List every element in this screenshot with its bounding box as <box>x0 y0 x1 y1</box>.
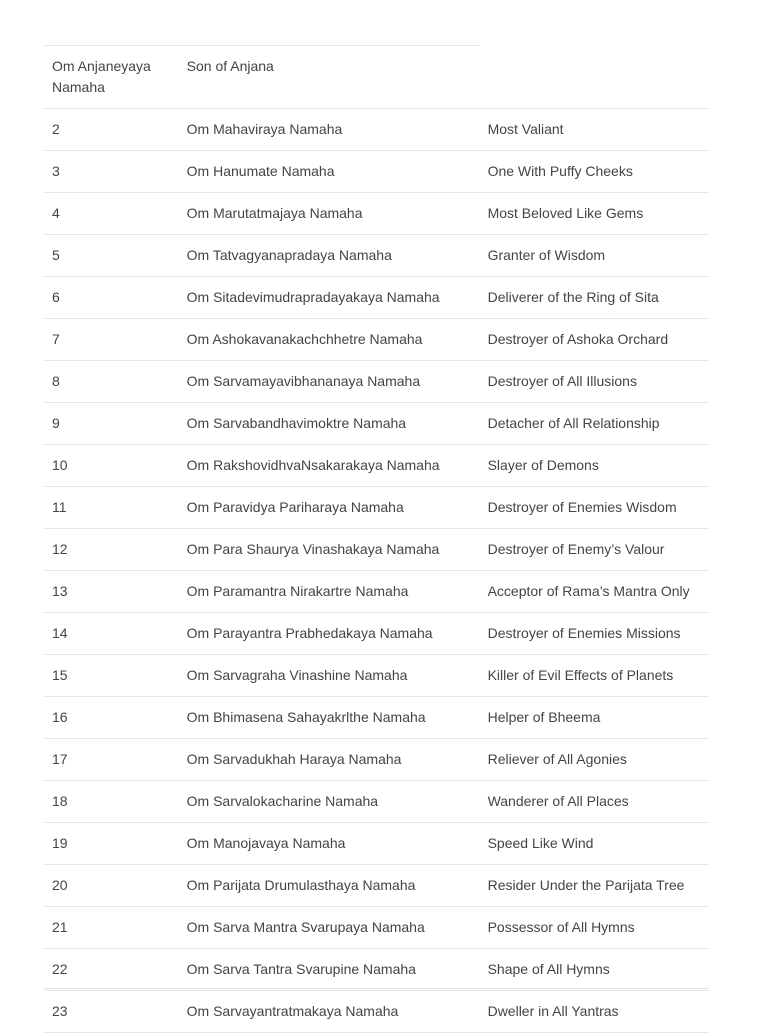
mantra-cell: Om Sarvagraha Vinashine Namaha <box>179 655 480 697</box>
table-row <box>44 613 709 655</box>
meaning-cell: Most Valiant <box>480 109 709 151</box>
mantra-cell: Om Sarvabandhavimoktre Namaha <box>179 403 480 445</box>
row-number-cell: 14 <box>44 613 179 655</box>
meaning-cell: Detacher of All Relationship <box>480 403 709 445</box>
table-row <box>44 949 709 991</box>
table-row <box>44 697 709 739</box>
table-row <box>44 235 709 277</box>
row-number-cell: 12 <box>44 529 179 571</box>
mantra-cell: Om Sarvayantratmakaya Namaha <box>179 991 480 1033</box>
row-number-cell: 17 <box>44 739 179 781</box>
names-table <box>44 45 709 1033</box>
row-number-cell: 11 <box>44 487 179 529</box>
meaning-cell: Destroyer of Enemies Missions <box>480 613 709 655</box>
table-row <box>44 487 709 529</box>
mantra-cell: Om Sitadevimudrapradayakaya Namaha <box>179 277 480 319</box>
mantra-cell: Om Para Shaurya Vinashakaya Namaha <box>179 529 480 571</box>
mantra-cell: Om Sarvadukhah Haraya Namaha <box>179 739 480 781</box>
table-row <box>44 46 709 109</box>
table-row <box>44 823 709 865</box>
meaning-cell: Granter of Wisdom <box>480 235 709 277</box>
table-row <box>44 361 709 403</box>
mantra-cell: Om Bhimasena Sahayakrlthe Namaha <box>179 697 480 739</box>
row-number-cell: 23 <box>44 991 179 1033</box>
meaning-cell: Acceptor of Rama’s Mantra Only <box>480 571 709 613</box>
mantra-cell: Om RakshovidhvaNsakarakaya Namaha <box>179 445 480 487</box>
table-bottom-divider <box>44 988 709 989</box>
table-row <box>44 865 709 907</box>
table-row <box>44 571 709 613</box>
row-number-cell: 5 <box>44 235 179 277</box>
meaning-cell: Helper of Bheema <box>480 697 709 739</box>
meaning-cell: Deliverer of the Ring of Sita <box>480 277 709 319</box>
row-number-cell: 2 <box>44 109 179 151</box>
table-row <box>44 445 709 487</box>
table-row <box>44 319 709 361</box>
table-row <box>44 739 709 781</box>
meaning-cell: Destroyer of Ashoka Orchard <box>480 319 709 361</box>
row-number-cell: 4 <box>44 193 179 235</box>
meaning-cell: Reliever of All Agonies <box>480 739 709 781</box>
meaning-cell: Dweller in All Yantras <box>480 991 709 1033</box>
meaning-cell: Slayer of Demons <box>480 445 709 487</box>
row-number-cell: Om Anjaneyaya Namaha <box>44 46 179 109</box>
mantra-cell: Om Paravidya Pariharaya Namaha <box>179 487 480 529</box>
row-number-cell: 8 <box>44 361 179 403</box>
mantra-cell: Om Ashokavanakachchhetre Namaha <box>179 319 480 361</box>
table-row <box>44 403 709 445</box>
mantra-cell: Om Hanumate Namaha <box>179 151 480 193</box>
meaning-cell: One With Puffy Cheeks <box>480 151 709 193</box>
row-number-cell: 7 <box>44 319 179 361</box>
mantra-cell: Om Sarvamayavibhananaya Namaha <box>179 361 480 403</box>
meaning-cell: Destroyer of Enemies Wisdom <box>480 487 709 529</box>
meaning-cell: Wanderer of All Places <box>480 781 709 823</box>
meaning-cell: Possessor of All Hymns <box>480 907 709 949</box>
meaning-cell <box>480 46 709 109</box>
mantra-cell: Om Tatvagyanapradaya Namaha <box>179 235 480 277</box>
table-row <box>44 907 709 949</box>
table-row <box>44 151 709 193</box>
row-number-cell: 6 <box>44 277 179 319</box>
mantra-cell: Om Mahaviraya Namaha <box>179 109 480 151</box>
row-number-cell: 13 <box>44 571 179 613</box>
mantra-cell: Om Paramantra Nirakartre Namaha <box>179 571 480 613</box>
mantra-cell: Om Parayantra Prabhedakaya Namaha <box>179 613 480 655</box>
table-row <box>44 781 709 823</box>
meaning-cell: Most Beloved Like Gems <box>480 193 709 235</box>
meaning-cell: Speed Like Wind <box>480 823 709 865</box>
row-number-cell: 9 <box>44 403 179 445</box>
meaning-cell: Resider Under the Parijata Tree <box>480 865 709 907</box>
table-row <box>44 529 709 571</box>
meaning-cell: Shape of All Hymns <box>480 949 709 991</box>
meaning-cell: Destroyer of Enemy’s Valour <box>480 529 709 571</box>
row-number-cell: 10 <box>44 445 179 487</box>
table-row <box>44 193 709 235</box>
row-number-cell: 21 <box>44 907 179 949</box>
mantra-cell: Om Parijata Drumulasthaya Namaha <box>179 865 480 907</box>
table-row <box>44 991 709 1033</box>
table-row <box>44 277 709 319</box>
row-number-cell: 16 <box>44 697 179 739</box>
table-row <box>44 109 709 151</box>
row-number-cell: 20 <box>44 865 179 907</box>
row-number-cell: 3 <box>44 151 179 193</box>
mantra-cell: Om Manojavaya Namaha <box>179 823 480 865</box>
row-number-cell: 19 <box>44 823 179 865</box>
row-number-cell: 15 <box>44 655 179 697</box>
mantra-cell: Om Marutatmajaya Namaha <box>179 193 480 235</box>
meaning-cell: Killer of Evil Effects of Planets <box>480 655 709 697</box>
row-number-cell: 22 <box>44 949 179 991</box>
mantra-cell: Om Sarva Mantra Svarupaya Namaha <box>179 907 480 949</box>
row-number-cell: 18 <box>44 781 179 823</box>
table-row <box>44 655 709 697</box>
mantra-cell: Om Sarvalokacharine Namaha <box>179 781 480 823</box>
mantra-cell: Om Sarva Tantra Svarupine Namaha <box>179 949 480 991</box>
meaning-cell: Destroyer of All Illusions <box>480 361 709 403</box>
mantra-cell: Son of Anjana <box>179 46 480 109</box>
